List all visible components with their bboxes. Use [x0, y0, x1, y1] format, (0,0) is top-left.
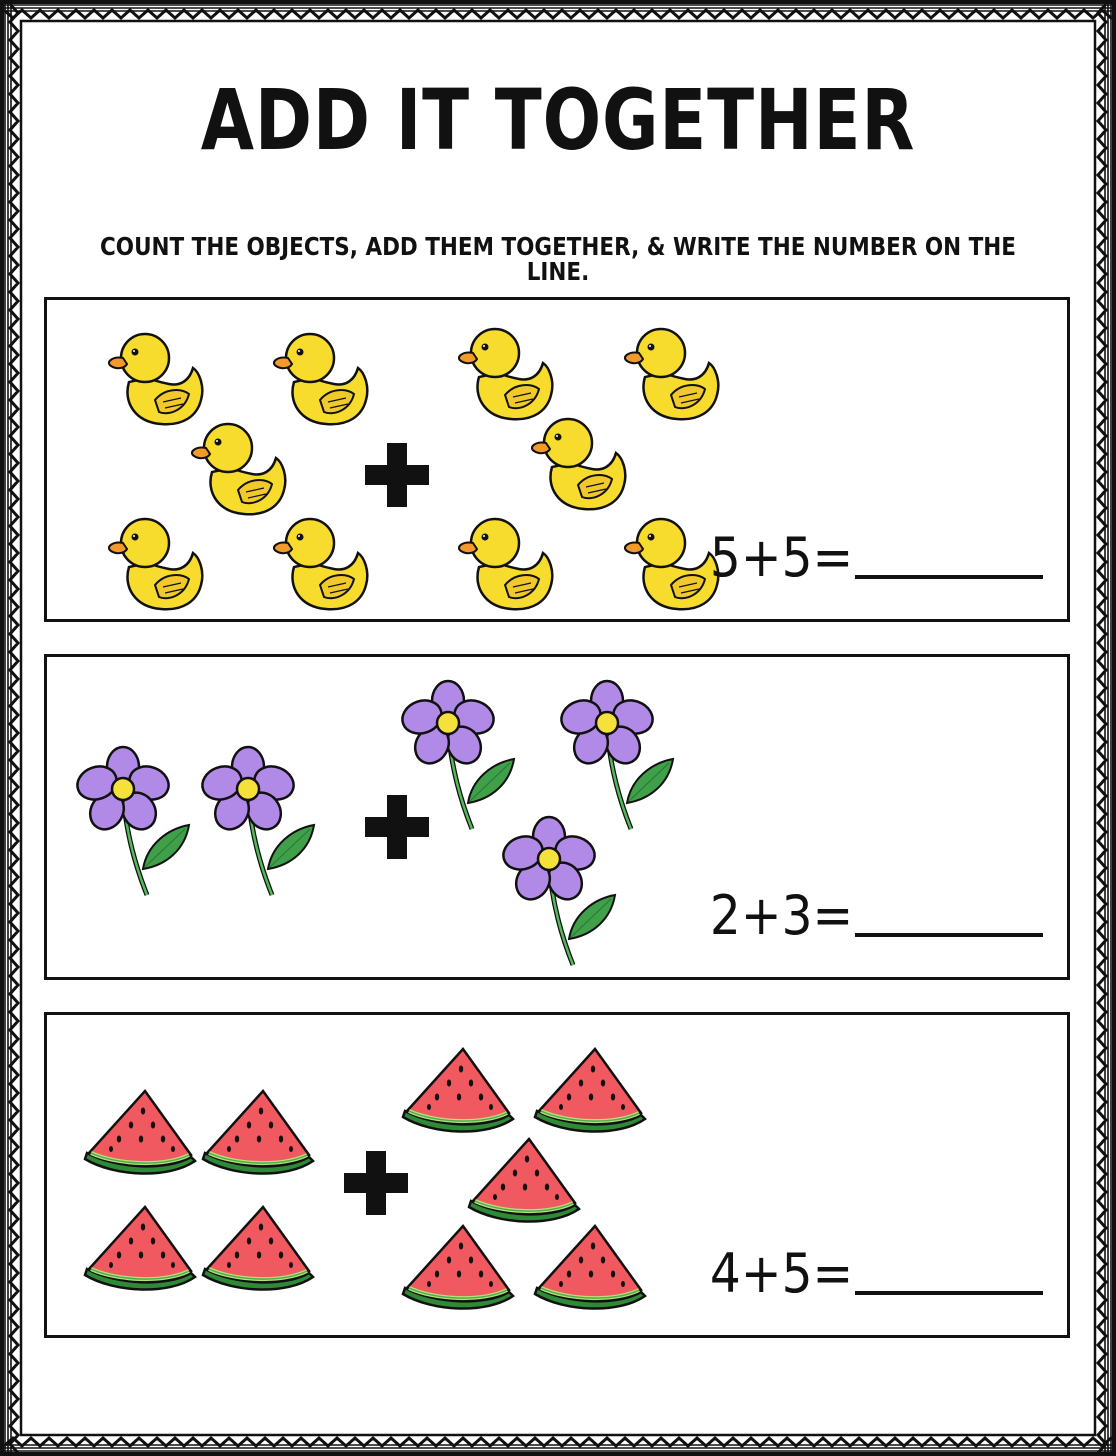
- worksheet-title: ADD IT TOGETHER: [200, 71, 916, 169]
- plus-icon: [365, 795, 429, 859]
- watermelon-slice-icon: [85, 1207, 195, 1290]
- duck-icon: [532, 419, 625, 509]
- duck-icon: [192, 424, 285, 514]
- answer-line[interactable]: [855, 933, 1043, 937]
- flower-icon: [557, 681, 673, 829]
- watermelon-slice-icon: [403, 1226, 513, 1309]
- flower-icon: [499, 817, 615, 965]
- duck-icon: [109, 519, 202, 609]
- worksheet-instructions: COUNT THE OBJECTS, ADD THEM TOGETHER, & WRITE THE NUMBER ON THE LINE.: [100, 232, 1016, 286]
- equation-row: [694, 526, 1043, 589]
- duck-icon: [274, 334, 367, 424]
- watermelon-slice-icon: [535, 1049, 645, 1132]
- watermelon-slice-icon: [85, 1091, 195, 1174]
- equation-row: [694, 1242, 1043, 1305]
- equation-text: 2+3=: [709, 884, 853, 947]
- problem-panel-flowers: [44, 654, 1070, 980]
- equation-row: [694, 884, 1043, 947]
- flower-icon: [398, 681, 514, 829]
- answer-line[interactable]: [855, 1291, 1043, 1295]
- watermelon-slice-icon: [469, 1139, 579, 1222]
- plus-icon: [344, 1151, 408, 1215]
- duck-icon: [625, 329, 718, 419]
- duck-icon: [109, 334, 202, 424]
- flower-icon: [198, 747, 314, 895]
- equation-text: 5+5=: [709, 526, 853, 589]
- problem-panel-watermelons: [44, 1012, 1070, 1338]
- answer-line[interactable]: [855, 575, 1043, 579]
- watermelon-slice-icon: [403, 1049, 513, 1132]
- duck-icon: [459, 329, 552, 419]
- watermelon-slice-icon: [203, 1091, 313, 1174]
- watermelon-slice-icon: [535, 1226, 645, 1309]
- duck-icon: [459, 519, 552, 609]
- watermelon-slice-icon: [203, 1207, 313, 1290]
- flower-icon: [73, 747, 189, 895]
- equation-text: 4+5=: [709, 1242, 853, 1305]
- plus-icon: [365, 443, 429, 507]
- duck-icon: [274, 519, 367, 609]
- problem-panel-ducks: [44, 297, 1070, 622]
